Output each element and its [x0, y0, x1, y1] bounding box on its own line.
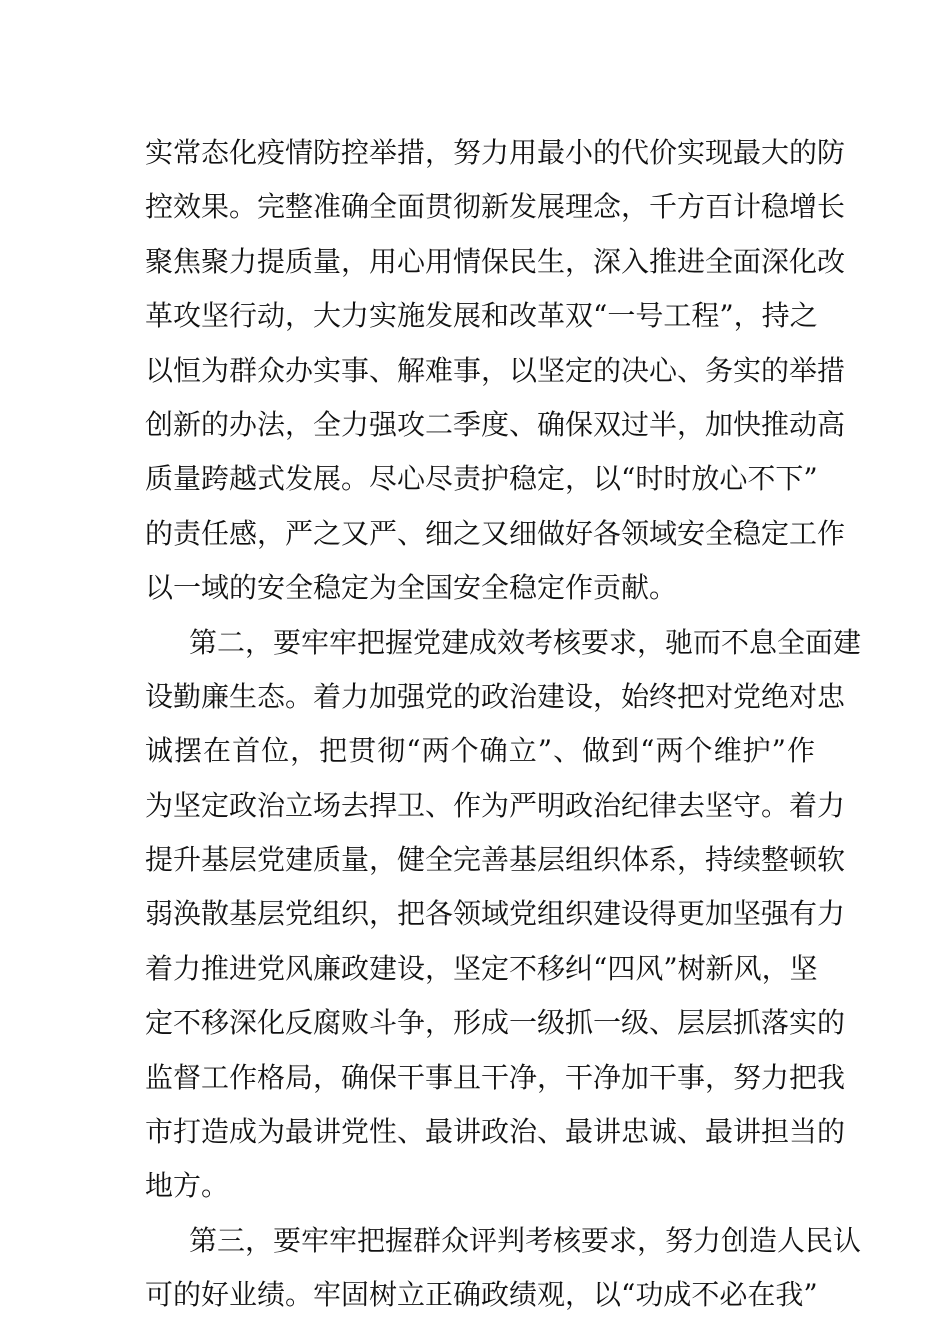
text-line: 实常态化疫情防控举措，努力用最小的代价实现最大的防 [145, 136, 846, 169]
text-line: 控效果。完整准确全面贯彻新发展理念，千方百计稳增长 [145, 190, 846, 224]
text-line: 定不移深化反腐败斗争，形成一级抓一级、层层抓落实的 [145, 1006, 846, 1040]
text-line: 创新的办法，全力强攻二季度、确保双过半，加快推动高 [145, 407, 846, 441]
text-line: 为坚定政治立场去捍卫、作为严明政治纪律去坚守。着力 [145, 788, 846, 822]
text-line: 革攻坚行动，大力实施发展和改革双“一号工程”，持之 [145, 299, 818, 333]
text-line: 第三，要牢牢把握群众评判考核要求，努力创造人民认 [189, 1223, 862, 1257]
text-line: 第二，要牢牢把握党建成效考核要求，驰而不息全面建 [189, 625, 862, 659]
text-line: 聚焦聚力提质量，用心用情保民生，深入推进全面深化改 [145, 244, 846, 278]
text-line: 弱涣散基层党组织，把各领域党组织建设得更加坚强有力 [145, 897, 846, 931]
text-line: 质量跨越式发展。尽心尽责护稳定，以“时时放心不下” [145, 462, 818, 496]
text-line: 着力推进党风廉政建设，坚定不移纠“四风”树新风，坚 [145, 951, 818, 985]
paragraph [145, 126, 846, 616]
text-line: 设勤廉生态。着力加强党的政治建设，始终把对党绝对忠 [145, 679, 846, 713]
paragraph [145, 1214, 862, 1323]
text-line: 的责任感，严之又严、细之又细做好各领域安全稳定工作 [145, 516, 846, 550]
paragraph [145, 616, 862, 1214]
text-line: 地方。 [145, 1169, 230, 1203]
body-text [145, 126, 862, 1323]
text-line: 可的好业绩。牢固树立正确政绩观，以“功成不必在我” [145, 1278, 818, 1312]
text-line: 监督工作格局，确保干事且干净，干净加干事，努力把我 [145, 1060, 846, 1094]
text-line: 诚摆在首位，把贯彻“两个确立”、做到“两个维护”作 [145, 734, 815, 768]
text-line: 以恒为群众办实事、解难事，以坚定的决心、务实的举措 [145, 353, 846, 387]
text-line: 市打造成为最讲党性、最讲政治、最讲忠诚、最讲担当的 [145, 1115, 846, 1149]
text-line: 以一域的安全稳定为全国安全稳定作贡献。 [145, 571, 678, 605]
text-line: 提升基层党建质量，健全完善基层组织体系，持续整顿软 [145, 843, 846, 877]
